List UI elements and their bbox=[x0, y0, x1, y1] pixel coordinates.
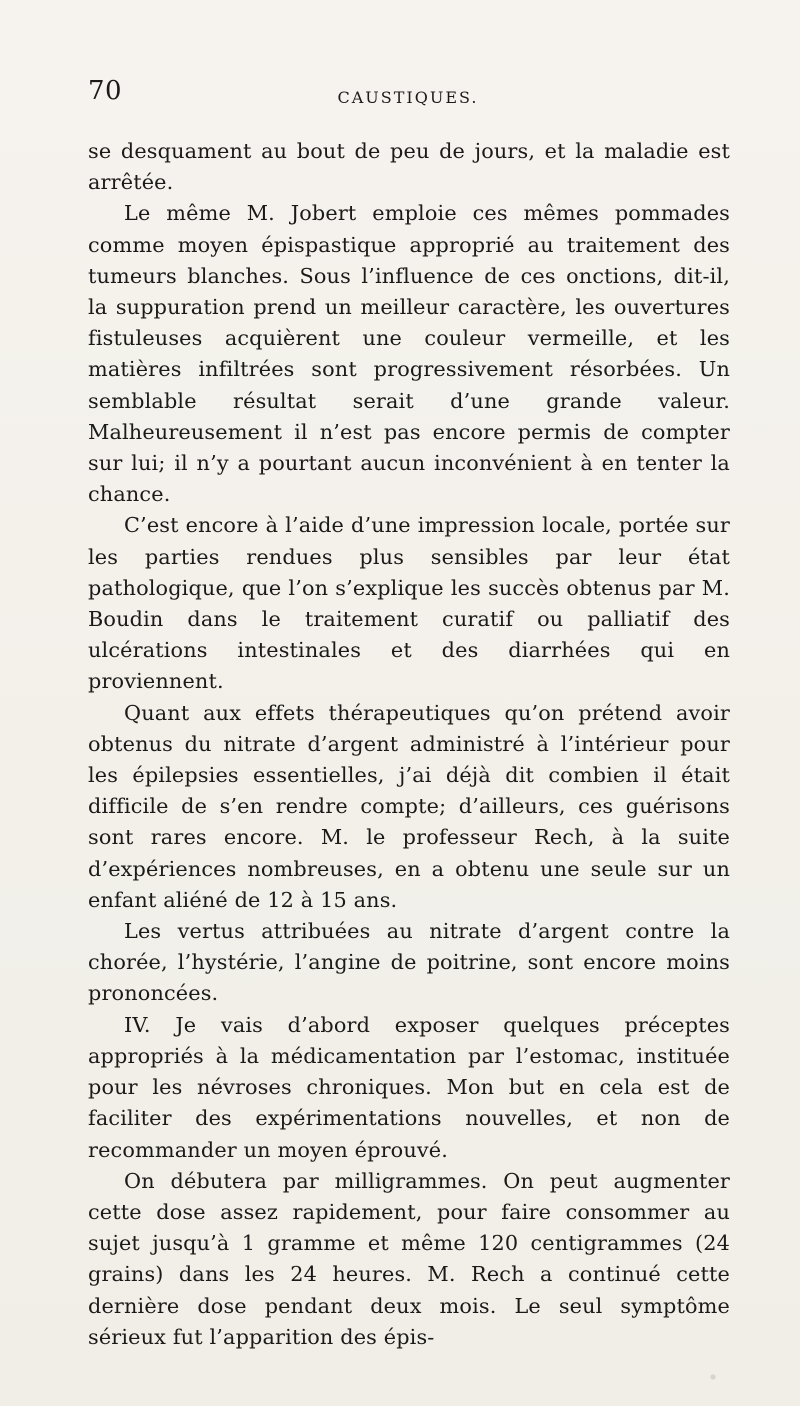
running-head: CAUSTIQUES. bbox=[337, 88, 479, 107]
paragraph-3: C’est encore à l’aide d’une impression locale, portée sur les parties rendues plus sensibles par leur état pathologique, que l’on s’explique les succès obtenus par M. Boudin dans le traitement curatif ou palliatif des ulcérations intestinales et des diarrhées qui en proviennent. bbox=[88, 513, 730, 694]
page-number: 70 bbox=[88, 76, 123, 106]
paragraph-4: Quant aux effets thérapeutiques qu’on prétend avoir obtenus du nitrate d’argent administré à l’intérieur pour les épilepsies essentielles, j’ai déjà dit combien il était difficile de s’en rendre compte; d’ailleurs, ces guérisons sont rares encore. M. le professeur Rech, à la suite d’expériences nombreuses, en a obtenu une seule sur un enfant aliéné de 12 à 15 ans. bbox=[88, 700, 730, 912]
paragraph-7: On débutera par milligrammes. On peut augmenter cette dose assez rapidement, pour faire consommer au sujet jusqu’à 1 gramme et même 120 centigrammes (24 grains) dans les 24 heures. M. Rech a continué cette dernière dose pendant deux mois. Le seul symptôme sérieux fut l’apparition des épis- bbox=[88, 1168, 730, 1349]
paragraph-6: IV. Je vais d’abord exposer quelques préceptes appropriés à la médicamentation par l’estomac, instituée pour les névroses chroniques. Mon but en cela est de faciliter des expérimentations nouvelles, et non de recommander un moyen éprouvé. bbox=[88, 1012, 730, 1162]
paragraph-2: Le même M. Jobert emploie ces mêmes pommades comme moyen épispastique approprié au traitement des tumeurs blanches. Sous l’influence de ces onctions, dit-il, la suppuration prend un meilleur caractère, les ouvertures fistuleuses acquièrent une couleur vermeille, et les matières infiltrées sont progressivement résorbées. Un semblable résultat serait d’une grande valeur. Malheureusement il n’est pas encore permis de compter sur lui; il n’y a pourtant aucun inconvénient à en tenter la chance. bbox=[88, 201, 730, 507]
page-header bbox=[88, 78, 728, 114]
paper-blemish bbox=[708, 1372, 718, 1382]
paragraph-5: Les vertus attribuées au nitrate d’argent contre la chorée, l’hystérie, l’angine de poitrine, sont encore moins prononcées. bbox=[88, 919, 730, 1006]
paragraph-1: se desquament au bout de peu de jours, et la maladie est arrêtée. bbox=[88, 139, 730, 195]
body-text bbox=[88, 136, 730, 1353]
